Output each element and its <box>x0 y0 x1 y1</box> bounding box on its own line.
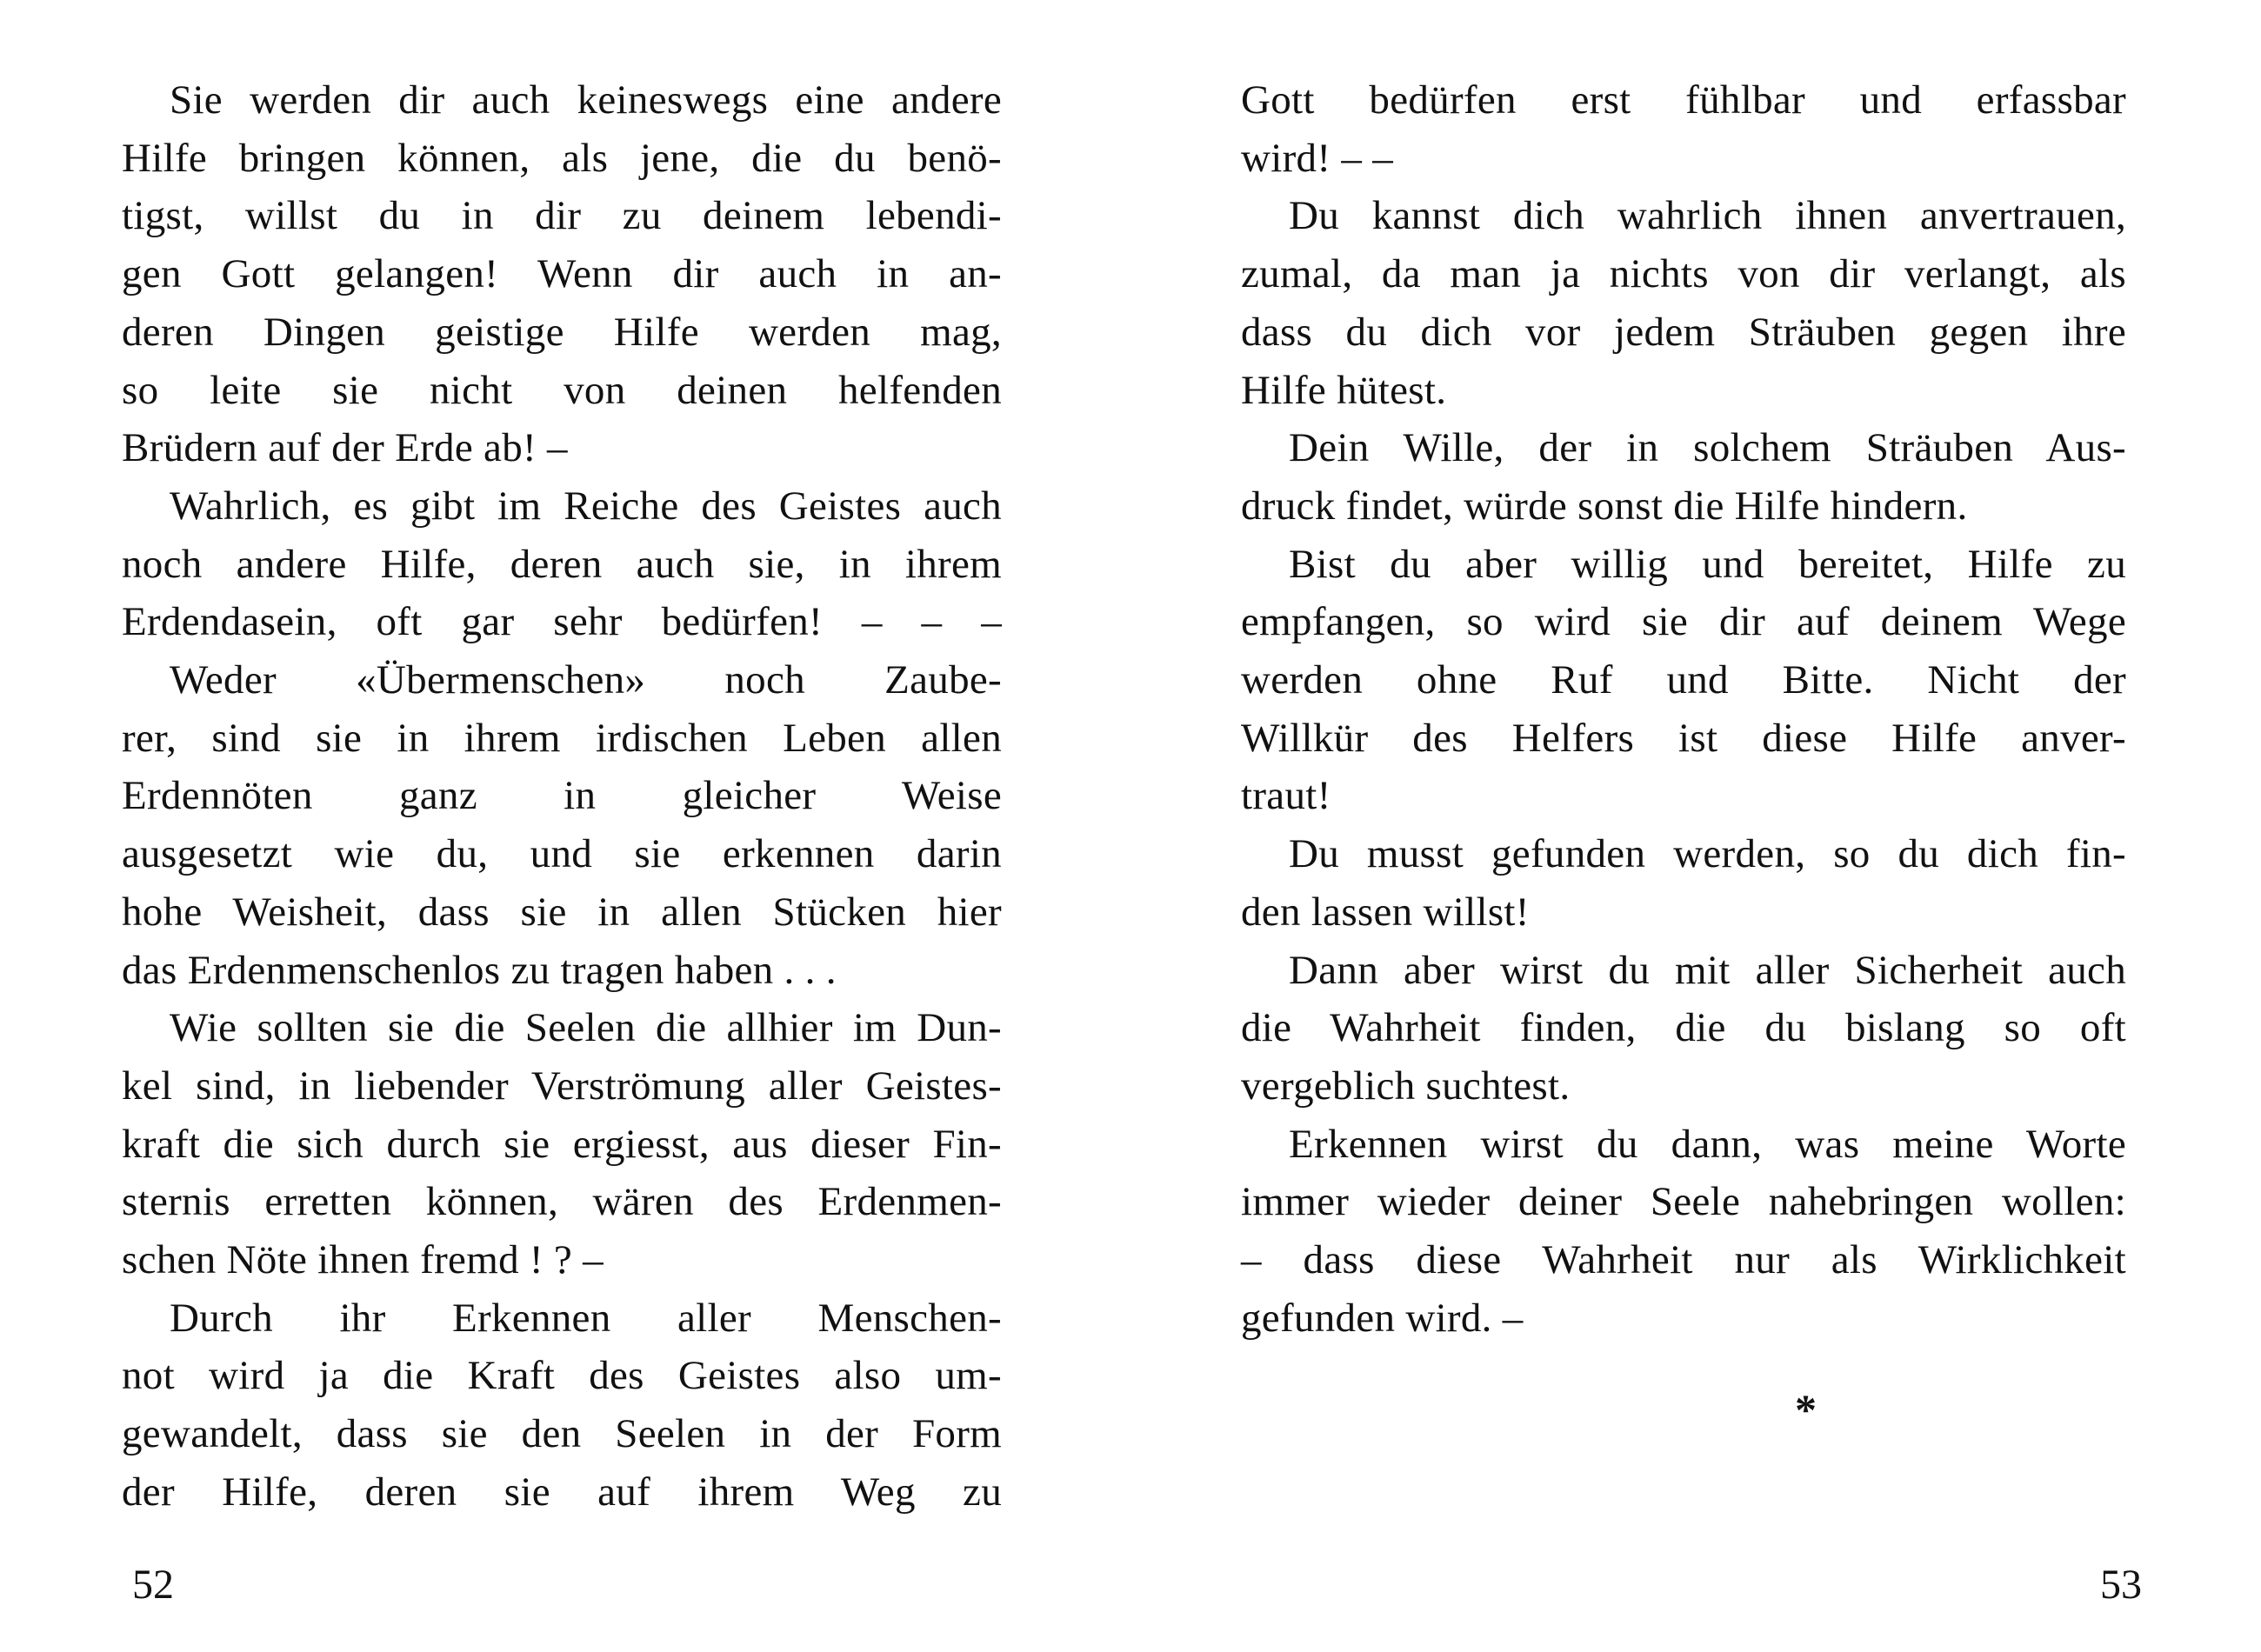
text-line: hohe Weisheit, dass sie in allen Stücken hier <box>122 889 1002 935</box>
text-line: gefunden wird. – <box>1241 1295 1524 1341</box>
text-line: gewandelt, dass sie den Seelen in der Form <box>122 1411 1002 1457</box>
text-line: dass du dich vor jedem Sträuben gegen ihre <box>1241 309 2126 355</box>
text-line: Erkennen wirst du dann, was meine Worte <box>1289 1121 2126 1167</box>
text-line: traut! <box>1241 773 1331 819</box>
text-line: Wahrlich, es gibt im Reiche des Geistes auch <box>170 483 1002 529</box>
text-line: zumal, da man ja nichts von dir verlangt, als <box>1241 251 2126 297</box>
text-line: ausgesetzt wie du, und sie erkennen darin <box>122 831 1002 877</box>
text-line: Brüdern auf der Erde ab! – <box>122 425 568 471</box>
page-number-right: 53 <box>2100 1562 2142 1608</box>
text-line: – dass diese Wahrheit nur als Wirklichkeit <box>1241 1237 2126 1282</box>
text-line: Wie sollten sie die Seelen die allhier im Dun- <box>170 1005 1002 1051</box>
text-line: tigst, willst du in dir zu deinem lebendi- <box>122 193 1002 239</box>
text-line: Durch ihr Erkennen aller Menschen- <box>170 1295 1002 1341</box>
text-line: noch andere Hilfe, deren auch sie, in ihrem <box>122 541 1002 587</box>
text-line: vergeblich suchtest. <box>1241 1062 1571 1109</box>
text-line: werden ohne Ruf und Bitte. Nicht der <box>1241 657 2126 703</box>
text-line: Hilfe hütest. <box>1241 367 1447 413</box>
text-line: den lassen willst! <box>1241 889 1530 935</box>
text-line: rer, sind sie in ihrem irdischen Leben allen <box>122 715 1002 761</box>
text-line: Du musst gefunden werden, so du dich fin- <box>1289 831 2126 877</box>
text-line: Weder «Übermenschen» noch Zaube- <box>170 657 1002 703</box>
text-line: druck findet, würde sonst die Hilfe hindern. <box>1241 483 1968 529</box>
text-line: die Wahrheit finden, die du bislang so oft <box>1241 1005 2126 1051</box>
text-line: Sie werden dir auch keineswegs eine andere <box>170 77 1002 123</box>
section-break-asterisk: * <box>1795 1385 1817 1434</box>
text-line: Gott bedürfen erst fühlbar und erfassbar <box>1241 77 2126 123</box>
text-line: immer wieder deiner Seele nahebringen wollen: <box>1241 1179 2126 1225</box>
text-line: der Hilfe, deren sie auf ihrem Weg zu <box>122 1469 1002 1515</box>
text-line: kraft die sich durch sie ergiesst, aus dieser Fin- <box>122 1121 1002 1167</box>
text-line: deren Dingen geistige Hilfe werden mag, <box>122 309 1002 355</box>
text-line: empfangen, so wird sie dir auf deinem Wege <box>1241 599 2126 645</box>
text-line: kel sind, in liebender Verströmung aller Geistes- <box>122 1062 1002 1109</box>
left-page <box>0 0 1130 1652</box>
text-line: Dann aber wirst du mit aller Sicherheit auch <box>1289 947 2126 993</box>
text-line: sternis erretten können, wären des Erdenmen- <box>122 1179 1002 1225</box>
text-line: schen Nöte ihnen fremd ! ? – <box>122 1237 604 1282</box>
text-line: not wird ja die Kraft des Geistes also um- <box>122 1353 1002 1399</box>
text-line: wird! – – <box>1241 135 1394 181</box>
text-line: gen Gott gelangen! Wenn dir auch in an- <box>122 251 1002 297</box>
text-line: das Erdenmenschenlos zu tragen haben . . . <box>122 947 837 993</box>
text-line: Erdennöten ganz in gleicher Weise <box>122 773 1002 819</box>
text-line: Bist du aber willig und bereitet, Hilfe zu <box>1289 541 2126 587</box>
text-line: Du kannst dich wahrlich ihnen anvertrauen, <box>1289 193 2126 239</box>
page-number-left: 52 <box>132 1562 174 1608</box>
right-page <box>1130 0 2261 1652</box>
text-line: so leite sie nicht von deinen helfenden <box>122 367 1002 413</box>
text-line: Erdendasein, oft gar sehr bedürfen! – – – <box>122 599 1002 645</box>
text-line: Hilfe bringen können, als jene, die du benö- <box>122 135 1002 181</box>
text-line: Willkür des Helfers ist diese Hilfe anver- <box>1241 715 2126 761</box>
text-line: Dein Wille, der in solchem Sträuben Aus- <box>1289 425 2126 471</box>
